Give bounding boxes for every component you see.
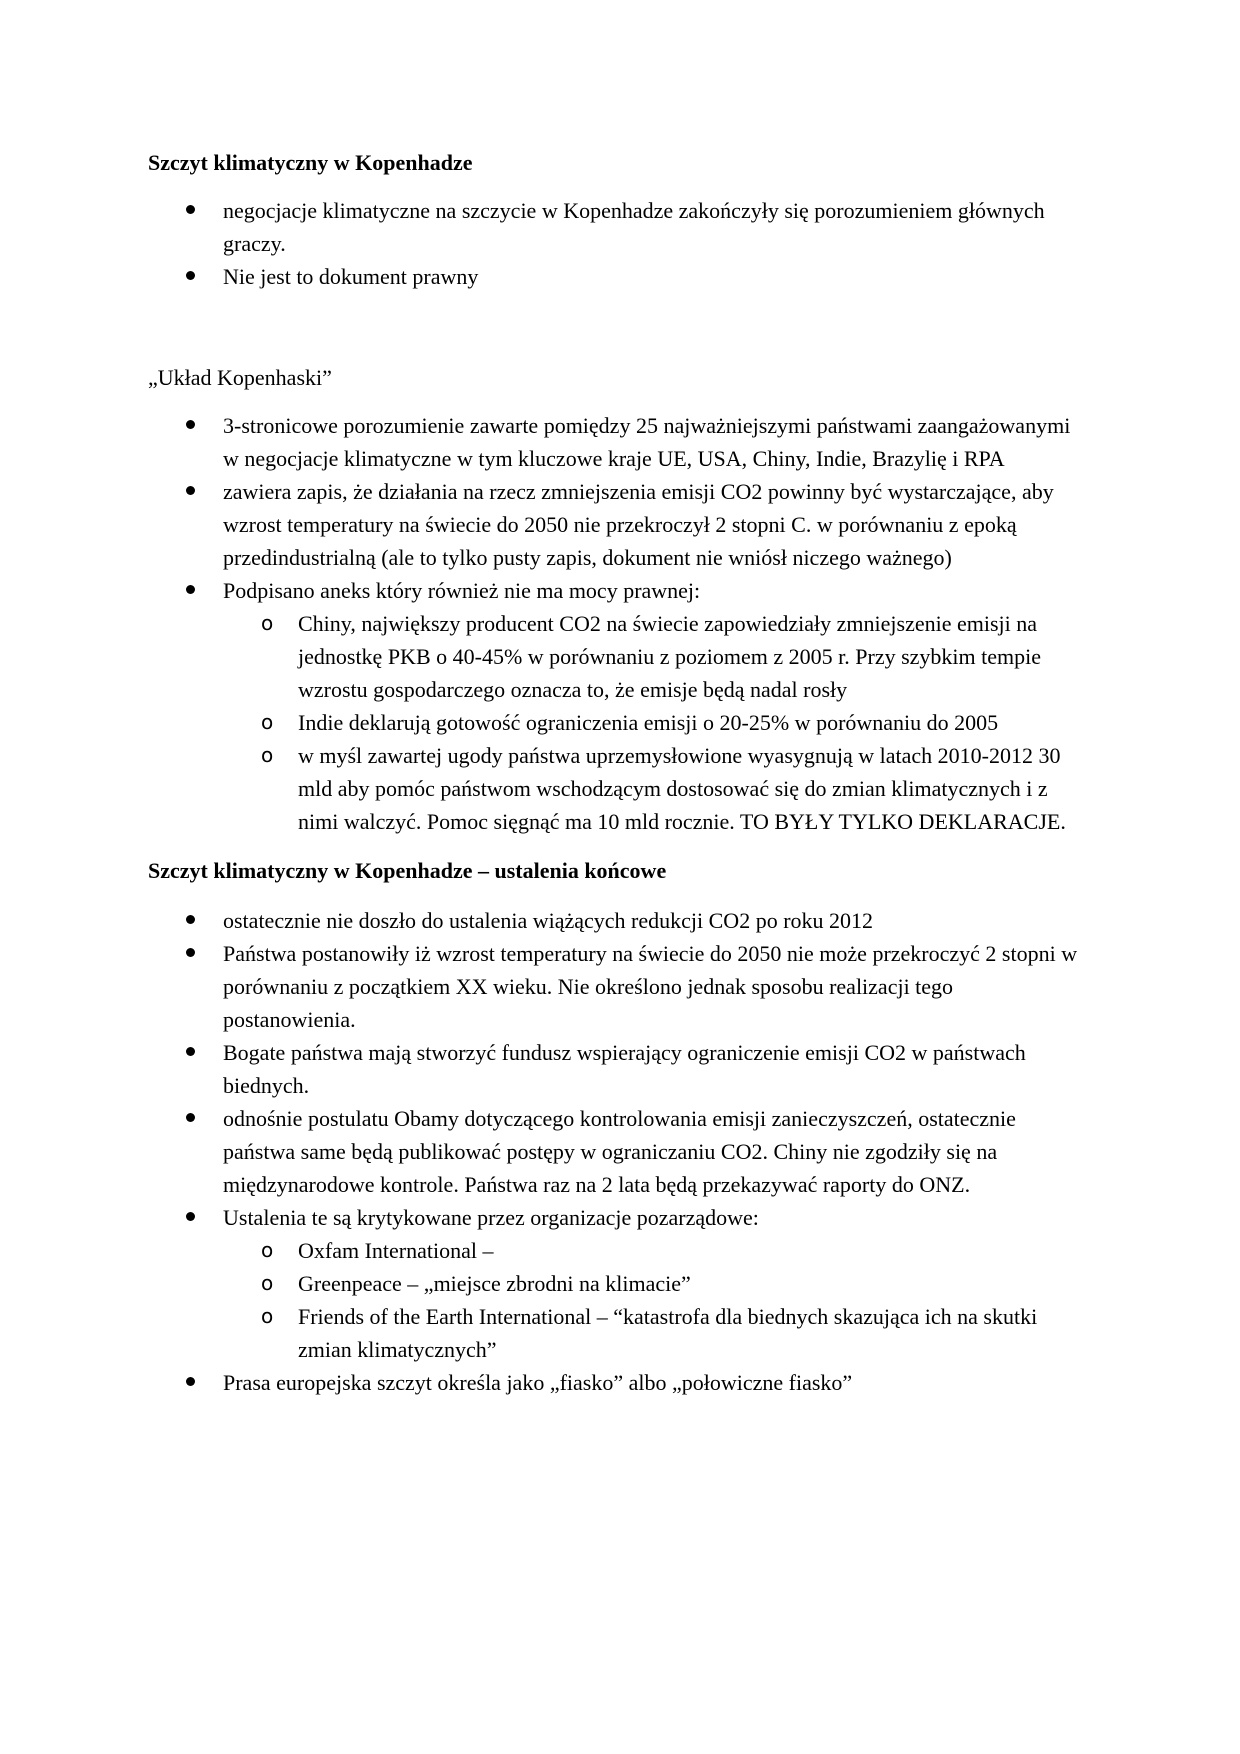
list-item-text: zawiera zapis, że działania na rzecz zmniejszenia emisji CO2 powinny być wystarczające, aby wzrost temperatury na świecie do 2050 nie przekroczył 2 stopni C. w porównaniu z epoką przedindustrialną (ale to tylko pusty zapis, dokument nie wniósł niczego ważnego) (223, 479, 1054, 570)
bullet-icon (186, 915, 195, 924)
sub-list-item-text: Oxfam International – (298, 1238, 494, 1263)
circle-bullet-icon: o (261, 1271, 274, 1295)
bullet-icon (186, 948, 195, 957)
bullet-list (148, 409, 1088, 838)
sub-list-item (223, 706, 1088, 739)
sub-list (223, 1234, 1088, 1366)
list-item-text: Prasa europejska szczyt określa jako „fiasko” albo „połowiczne fiasko” (223, 1370, 853, 1395)
sub-list-item (223, 1267, 1088, 1300)
sub-list-item (223, 1300, 1088, 1366)
bullet-icon (186, 205, 195, 214)
sub-list-item (223, 739, 1088, 838)
list-item-text: odnośnie postulatu Obamy dotyczącego kontrolowania emisji zanieczyszczeń, ostatecznie państwa same będą publikować postępy w ograniczaniu CO2. Chiny nie zgodziły się na międzynarodowe kontrole. Państwa raz na 2 lata będą przekazywać raporty do ONZ. (223, 1106, 1016, 1197)
list-item (148, 1102, 1088, 1201)
list-item (148, 1366, 1088, 1399)
list-item (148, 574, 1088, 838)
sub-list-item-text: Friends of the Earth International – “katastrofa dla biednych skazująca ich na skutki zmian klimatycznych” (298, 1304, 1038, 1362)
bullet-icon (186, 1377, 195, 1386)
list-item-text: ostatecznie nie doszło do ustalenia wiążących redukcji CO2 po roku 2012 (223, 908, 874, 933)
bullet-icon (186, 420, 195, 429)
list-item-text: Nie jest to dokument prawny (223, 264, 479, 289)
sub-list-item (223, 607, 1088, 706)
bullet-icon (186, 1212, 195, 1221)
list-item-text: 3-stronicowe porozumienie zawarte pomiędzy 25 najważniejszymi państwami zaangażowanymi w negocjacje klimatyczne w tym kluczowe kraje UE, USA, Chiny, Indie, Brazylię i RPA (223, 413, 1071, 471)
sub-list-item-text: Greenpeace – „miejsce zbrodni na klimacie” (298, 1271, 691, 1296)
list-item-text: Bogate państwa mają stworzyć fundusz wspierający ograniczenie emisji CO2 w państwach biednych. (223, 1040, 1026, 1098)
sub-list-item-text: w myśl zawartej ugody państwa uprzemysłowione wyasygnują w latach 2010-2012 30 mld aby pomóc państwom wschodzącym dostosować się do zmian klimatycznych i z nimi walczyć. Pomoc sięgnąć ma 10 mld rocznie. TO BYŁY TYLKO DEKLARACJE. (298, 743, 1066, 834)
section-heading: Szczyt klimatyczny w Kopenhadze – ustalenia końcowe (148, 858, 667, 883)
sub-list-item-text: Chiny, największy producent CO2 na świecie zapowiedziały zmniejszenie emisji na jednostkę PKB o 40-45% w porównaniu z poziomem z 2005 r. Przy szybkim tempie wzrostu gospodarczego oznacza to, że emisje będą nadal rosły (298, 611, 1041, 702)
bullet-icon (186, 585, 195, 594)
list-item (148, 260, 1088, 293)
list-item (148, 194, 1088, 260)
list-item-text: negocjacje klimatyczne na szczycie w Kopenhadze zakończyły się porozumieniem głównych graczy. (223, 198, 1045, 256)
list-item (148, 409, 1088, 475)
sub-list-item-text: Indie deklarują gotowość ograniczenia emisji o 20-25% w porównaniu do 2005 (298, 710, 999, 735)
subheading: „Układ Kopenhaski” (148, 365, 332, 390)
list-item (148, 1201, 1088, 1366)
list-item (148, 904, 1088, 937)
section-heading: Szczyt klimatyczny w Kopenhadze (148, 150, 473, 175)
list-item-text: Podpisano aneks który również nie ma mocy prawnej: (223, 578, 701, 603)
list-item-text: Państwa postanowiły iż wzrost temperatury na świecie do 2050 nie może przekroczyć 2 stopni w porównaniu z początkiem XX wieku. Nie określono jednak sposobu realizacji tego postanowienia. (223, 941, 1078, 1032)
sub-list (223, 607, 1088, 838)
circle-bullet-icon: o (261, 611, 274, 635)
bullet-icon (186, 1047, 195, 1056)
bullet-icon (186, 1113, 195, 1122)
bullet-icon (186, 271, 195, 280)
circle-bullet-icon: o (261, 1304, 274, 1328)
list-item (148, 937, 1088, 1036)
list-item (148, 1036, 1088, 1102)
bullet-icon (186, 486, 195, 495)
document-body (148, 146, 1088, 1399)
circle-bullet-icon: o (261, 710, 274, 734)
circle-bullet-icon: o (261, 743, 274, 767)
bullet-list (148, 194, 1088, 293)
circle-bullet-icon: o (261, 1238, 274, 1262)
list-item-text: Ustalenia te są krytykowane przez organizacje pozarządowe: (223, 1205, 759, 1230)
sub-list-item (223, 1234, 1088, 1267)
bullet-list (148, 904, 1088, 1399)
list-item (148, 475, 1088, 574)
